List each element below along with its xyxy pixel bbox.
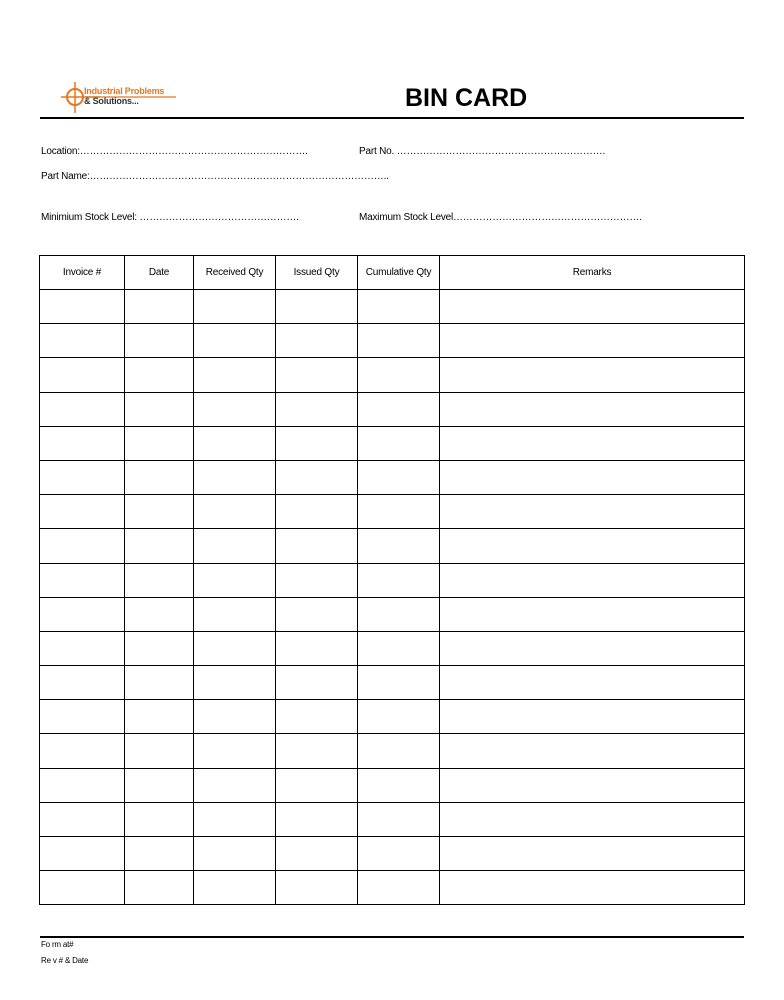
table-cell[interactable]: [125, 666, 194, 700]
table-cell[interactable]: [276, 495, 358, 529]
table-cell[interactable]: [358, 460, 440, 494]
table-cell[interactable]: [276, 597, 358, 631]
table-cell[interactable]: [194, 290, 276, 324]
logo-line-1: Industrial Problems: [84, 86, 165, 96]
table-row: [40, 426, 745, 460]
table-cell[interactable]: [194, 460, 276, 494]
table-row: [40, 837, 745, 871]
table-cell[interactable]: [40, 597, 125, 631]
table-cell[interactable]: [358, 290, 440, 324]
table-cell[interactable]: [125, 802, 194, 836]
table-cell[interactable]: [40, 631, 125, 665]
col-remarks: Remarks: [440, 256, 745, 290]
table-cell[interactable]: [276, 631, 358, 665]
table-cell[interactable]: [40, 871, 125, 905]
table-row: [40, 597, 745, 631]
table-cell[interactable]: [358, 358, 440, 392]
table-cell[interactable]: [40, 666, 125, 700]
table-cell[interactable]: [125, 597, 194, 631]
table-cell[interactable]: [194, 529, 276, 563]
table-cell[interactable]: [276, 768, 358, 802]
table-header-row: [40, 256, 745, 290]
table-cell[interactable]: [440, 324, 745, 358]
table-cell[interactable]: [276, 666, 358, 700]
table-row: [40, 563, 745, 597]
table-cell[interactable]: [194, 495, 276, 529]
table-cell[interactable]: [40, 700, 125, 734]
table-row: [40, 666, 745, 700]
table-cell[interactable]: [40, 392, 125, 426]
table-row: [40, 631, 745, 665]
table-cell[interactable]: [358, 871, 440, 905]
table-cell[interactable]: [125, 768, 194, 802]
table-cell[interactable]: [194, 563, 276, 597]
footer-format: Fo rm at#: [41, 940, 74, 949]
table-cell[interactable]: [276, 734, 358, 768]
table-cell[interactable]: [440, 290, 745, 324]
table-body: [40, 290, 745, 905]
part-no-field[interactable]: Part No. ……………………………………………………….: [359, 146, 606, 157]
table-cell[interactable]: [276, 563, 358, 597]
table-cell[interactable]: [276, 324, 358, 358]
table-row: [40, 324, 745, 358]
table-row: [40, 358, 745, 392]
table-cell[interactable]: [440, 871, 745, 905]
table-cell[interactable]: [40, 802, 125, 836]
table-cell[interactable]: [440, 597, 745, 631]
table-cell[interactable]: [358, 495, 440, 529]
table-cell[interactable]: [440, 666, 745, 700]
table-cell[interactable]: [125, 460, 194, 494]
table-cell[interactable]: [276, 426, 358, 460]
table-cell[interactable]: [125, 392, 194, 426]
table-row: [40, 700, 745, 734]
table-cell[interactable]: [194, 392, 276, 426]
table-cell[interactable]: [194, 768, 276, 802]
table-cell[interactable]: [440, 631, 745, 665]
table-cell[interactable]: [358, 700, 440, 734]
col-issued-qty: Issued Qty: [276, 256, 358, 290]
table-cell[interactable]: [125, 358, 194, 392]
table-row: [40, 802, 745, 836]
table-row: [40, 290, 745, 324]
table-cell[interactable]: [358, 597, 440, 631]
logo-text: [84, 86, 164, 106]
table-cell[interactable]: [440, 495, 745, 529]
table-cell[interactable]: [440, 563, 745, 597]
table-cell[interactable]: [358, 734, 440, 768]
table-cell[interactable]: [194, 666, 276, 700]
table-cell[interactable]: [358, 324, 440, 358]
table-cell[interactable]: [40, 426, 125, 460]
table-cell[interactable]: [40, 358, 125, 392]
table-cell[interactable]: [40, 768, 125, 802]
table-row: [40, 871, 745, 905]
location-field[interactable]: Location:…………………………………………………………….: [41, 146, 308, 157]
table-cell[interactable]: [194, 700, 276, 734]
table-cell[interactable]: [125, 871, 194, 905]
table-row: [40, 529, 745, 563]
table-cell[interactable]: [440, 802, 745, 836]
table-cell[interactable]: [125, 426, 194, 460]
table-cell[interactable]: [125, 495, 194, 529]
table-cell[interactable]: [440, 734, 745, 768]
table-cell[interactable]: [194, 358, 276, 392]
table-cell[interactable]: [40, 460, 125, 494]
table-row: [40, 495, 745, 529]
col-date: Date: [125, 256, 194, 290]
table-cell[interactable]: [440, 426, 745, 460]
table-cell[interactable]: [194, 734, 276, 768]
table-cell[interactable]: [40, 495, 125, 529]
table-cell[interactable]: [440, 837, 745, 871]
table-cell[interactable]: [440, 529, 745, 563]
table-cell[interactable]: [358, 802, 440, 836]
table-cell[interactable]: [358, 768, 440, 802]
part-name-field[interactable]: Part Name:………………………………………………………………………………..: [41, 171, 389, 182]
table-cell[interactable]: [194, 631, 276, 665]
table-row: [40, 768, 745, 802]
table-cell[interactable]: [40, 734, 125, 768]
max-stock-field[interactable]: Maximum Stock Level………………………………………………….: [359, 212, 642, 223]
footer-divider: [40, 936, 744, 938]
col-invoice: Invoice #: [40, 256, 125, 290]
table-cell[interactable]: [125, 700, 194, 734]
table-cell[interactable]: [440, 358, 745, 392]
table-cell[interactable]: [358, 837, 440, 871]
page-title: BIN CARD: [405, 84, 528, 112]
col-cumulative-qty: Cumulative Qty: [358, 256, 440, 290]
table-cell[interactable]: [194, 871, 276, 905]
table-cell[interactable]: [125, 734, 194, 768]
table-cell[interactable]: [194, 426, 276, 460]
table-cell[interactable]: [358, 631, 440, 665]
table-cell[interactable]: [125, 529, 194, 563]
table-cell[interactable]: [276, 460, 358, 494]
table-cell[interactable]: [358, 392, 440, 426]
table-cell[interactable]: [40, 563, 125, 597]
bin-card-table: [39, 255, 745, 905]
table-cell[interactable]: [125, 631, 194, 665]
table-cell[interactable]: [276, 358, 358, 392]
table-cell[interactable]: [125, 324, 194, 358]
table-cell[interactable]: [40, 290, 125, 324]
table-cell[interactable]: [276, 529, 358, 563]
table-cell[interactable]: [440, 460, 745, 494]
table-cell[interactable]: [358, 529, 440, 563]
table-cell[interactable]: [358, 563, 440, 597]
table-cell[interactable]: [125, 290, 194, 324]
table-cell[interactable]: [276, 837, 358, 871]
table-cell[interactable]: [440, 392, 745, 426]
table-cell[interactable]: [194, 802, 276, 836]
header-divider: [40, 117, 744, 119]
table-cell[interactable]: [276, 700, 358, 734]
table-cell[interactable]: [358, 426, 440, 460]
table-row: [40, 734, 745, 768]
table-cell[interactable]: [125, 563, 194, 597]
table-cell[interactable]: [40, 837, 125, 871]
table-cell[interactable]: [40, 324, 125, 358]
min-stock-field[interactable]: Minimium Stock Level: ………………………………………….: [41, 212, 299, 223]
logo-line-2: & Solutions...: [84, 96, 139, 106]
table-cell[interactable]: [194, 837, 276, 871]
table-cell[interactable]: [194, 324, 276, 358]
table-cell[interactable]: [440, 768, 745, 802]
footer-rev-date: Re v # & Date: [41, 956, 89, 965]
company-logo: [60, 80, 180, 116]
table-cell[interactable]: [276, 290, 358, 324]
table-cell[interactable]: [358, 666, 440, 700]
table-cell[interactable]: [276, 392, 358, 426]
table-cell[interactable]: [276, 871, 358, 905]
table-cell[interactable]: [40, 529, 125, 563]
table-cell[interactable]: [276, 802, 358, 836]
table-row: [40, 460, 745, 494]
col-received-qty: Received Qty: [194, 256, 276, 290]
table-cell[interactable]: [194, 597, 276, 631]
table-row: [40, 392, 745, 426]
table-cell[interactable]: [440, 700, 745, 734]
table-cell[interactable]: [125, 837, 194, 871]
